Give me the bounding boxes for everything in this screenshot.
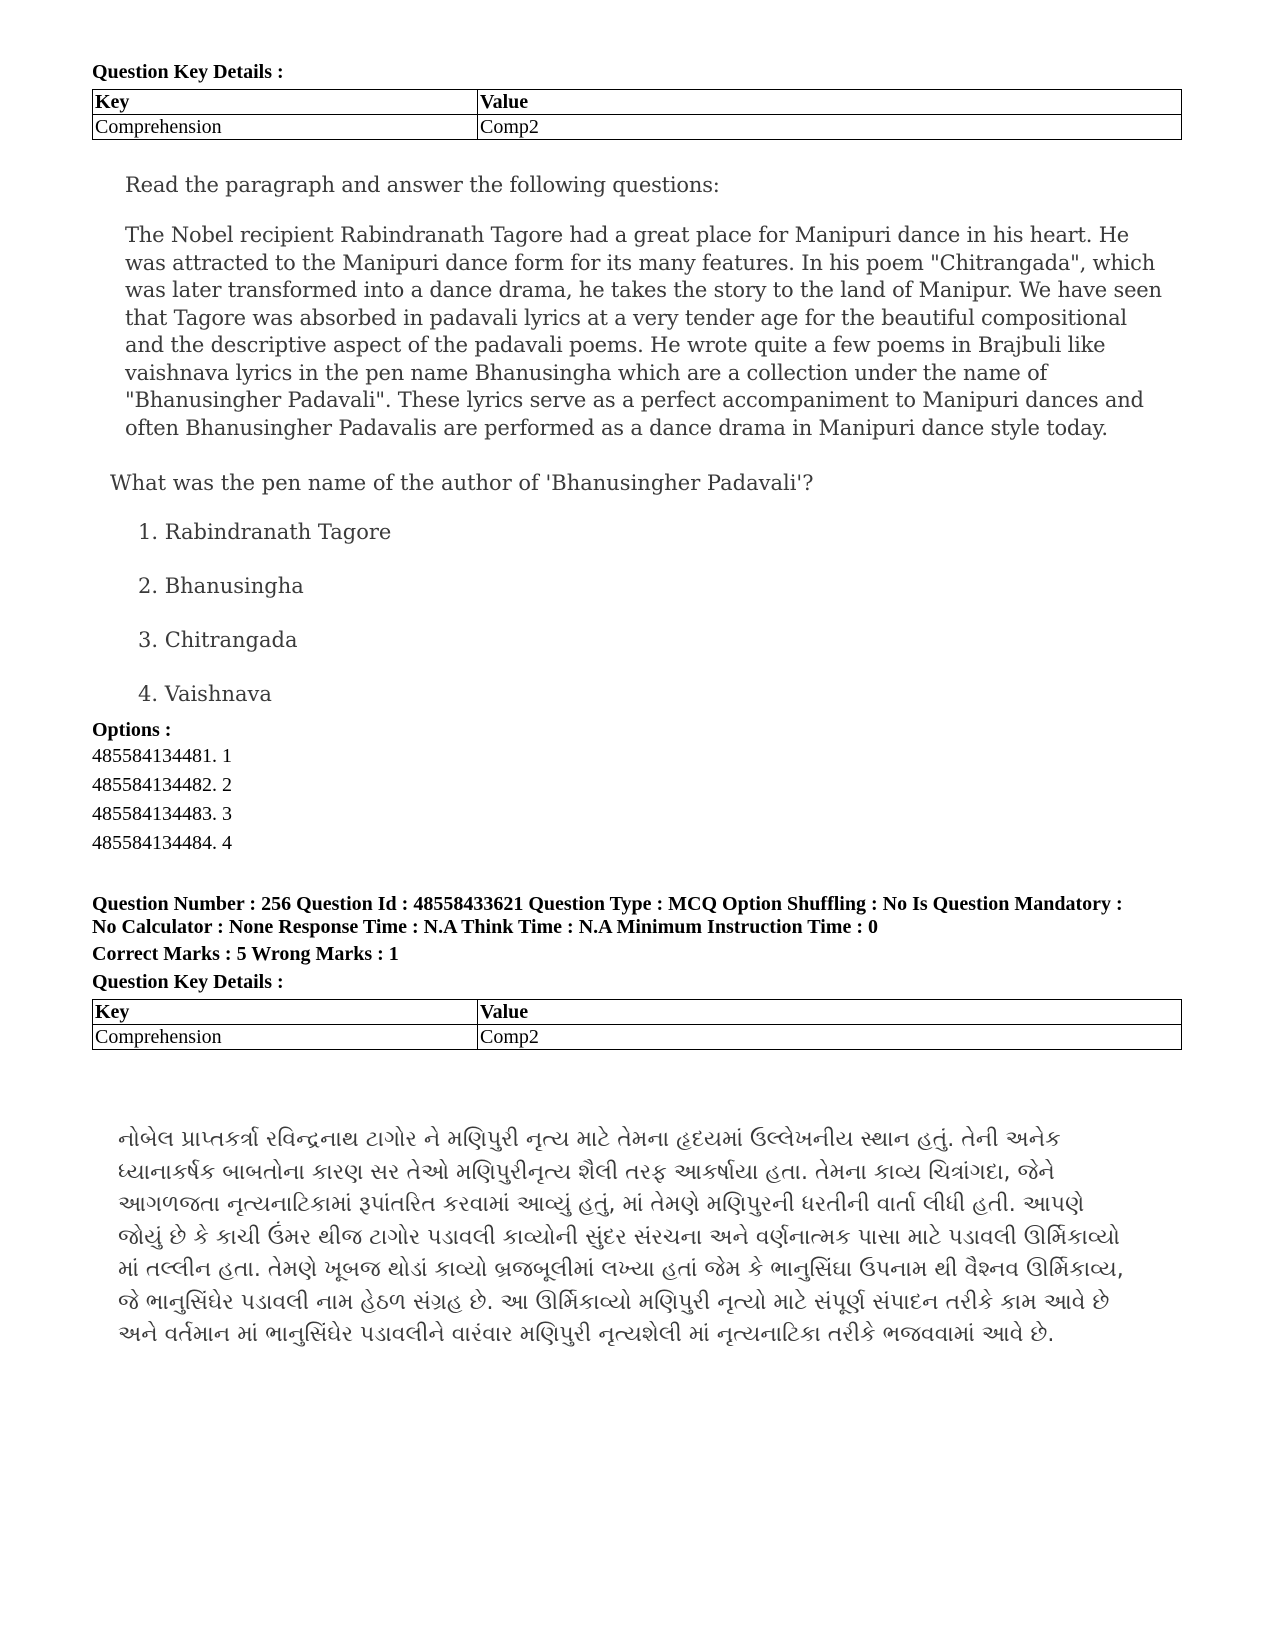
- key-details-table: [92, 999, 1182, 1050]
- question-marks: Correct Marks : 5 Wrong Marks : 1: [92, 943, 399, 965]
- table-cell-key: Comprehension: [93, 1025, 478, 1050]
- key-details-label: Question Key Details :: [92, 61, 284, 83]
- gujarati-line: આગળજતા નૃત્યનાટિકામાં રૂપાંતરિત કરવામાં આવ્યું હતું, માં તેમણે મણિપુરની ધરતીની વાર્તા લીધી હતી. આપણે: [118, 1192, 1085, 1217]
- table-cell-value: Comp2: [478, 1025, 1182, 1050]
- option-item: 485584134483. 3: [92, 803, 232, 825]
- gujarati-line: જે ભાનુસિંઘેર પડાવલી નામ હેઠળ સંગ્રહ છે. આ ઊર્મિકાવ્યો મણિપુરી નૃત્યો માટે સંપૂર્ણ સંપાદન તરીકે કામ આવે છે: [118, 1289, 1110, 1315]
- gujarati-line: અને વર્તમાન માં ભાનુસિંઘેર પડાવલીને વારંવાર મણિપુરી નૃત્યશેલી માં નૃત્યનાટિકા તરીકે ભજવવામાં આવે છે.: [118, 1322, 1055, 1347]
- option-item: 485584134484. 4: [92, 832, 232, 854]
- option-item: 485584134481. 1: [92, 745, 232, 767]
- table-header-row: [93, 1000, 1182, 1025]
- option-item: 485584134482. 2: [92, 774, 232, 796]
- gujarati-passage: [118, 1124, 1178, 1352]
- key-details-label: Question Key Details :: [92, 971, 284, 993]
- gujarati-line: જોયું છે કે કાચી ઉંમર થીજ ટાગોર પડાવલી કાવ્યોની સુંદર સંરચના અને વર્ણનાત્મક પાસા માટે પડાવલી ઊર્મિકાવ્યો: [118, 1224, 1120, 1250]
- question-meta-line1: Question Number : 256 Question Id : 48558433621 Question Type : MCQ Option Shuffling : No Is Question Mandatory :: [92, 893, 1123, 915]
- passage-intro: Read the paragraph and answer the following questions:: [125, 173, 720, 197]
- choice-item: 3. Chitrangada: [138, 628, 298, 652]
- table-header-row: [93, 90, 1182, 115]
- gujarati-line: ધ્યાનાકર્ષક બાબતોના કારણ સર તેઓ મણિપુરીનૃત્ય શૈલી તરફ આકર્ષાયા હતા. તેમના કાવ્ય ચિત્રાંગદા, જેને: [118, 1159, 1055, 1185]
- table-header-key: Key: [93, 1000, 478, 1025]
- table-cell-key: Comprehension: [93, 115, 478, 140]
- choice-item: 2. Bhanusingha: [138, 574, 304, 598]
- table-header-key: Key: [93, 90, 478, 115]
- passage-body: The Nobel recipient Rabindranath Tagore had a great place for Manipuri dance in his heart. He was attracted to the Manipuri dance form for its many features. In his poem "Chitrangada", which was later transformed into a dance drama, he takes the story to the land of Manipur. We have seen that Tagore was absorbed in padavali lyrics at a very tender age for the beautiful compositional and the descriptive aspect of the padavali poems. He wrote quite a few poems in Brajbuli like vaishnava lyrics in the pen name Bhanusingha which are a collection under the name of "Bhanusingher Padavali". These lyrics serve as a perfect accompaniment to Manipuri dances and often Bhanusingher Padavalis are performed as a dance drama in Manipuri dance style today.: [125, 223, 1162, 440]
- gujarati-line: નોબેલ પ્રાપ્તકર્ત્રા રવિન્દ્રનાથ ટાગોર ને મણિપુરી નૃત્ય માટે તેમના હૃદયમાં ઉલ્લેખનીય સ્થાન હતું. તેની અનેક: [118, 1127, 1061, 1152]
- table-cell-value: Comp2: [478, 115, 1182, 140]
- choice-item: 4. Vaishnava: [138, 682, 272, 706]
- options-label: Options :: [92, 719, 172, 741]
- table-row: [93, 115, 1182, 140]
- gujarati-line: માં તલ્લીન હતા. તેમણે ખૂબજ થોડાં કાવ્યો બ્રજબૂલીમાં લખ્યા હતાં જેમ કે ભાનુસિંઘા ઉપનામ થી વૈશ્નવ ઊર્મિકાવ્ય,: [118, 1257, 1124, 1282]
- table-header-value: Value: [478, 1000, 1182, 1025]
- table-row: [93, 1025, 1182, 1050]
- table-header-value: Value: [478, 90, 1182, 115]
- options-list: [92, 742, 492, 858]
- question-choices: [138, 520, 738, 736]
- choice-item: 1. Rabindranath Tagore: [138, 520, 392, 544]
- question-meta-line2: No Calculator : None Response Time : N.A Think Time : N.A Minimum Instruction Time : 0: [92, 916, 878, 938]
- question-text: What was the pen name of the author of 'Bhanusingher Padavali'?: [110, 471, 814, 495]
- key-details-table: [92, 89, 1182, 140]
